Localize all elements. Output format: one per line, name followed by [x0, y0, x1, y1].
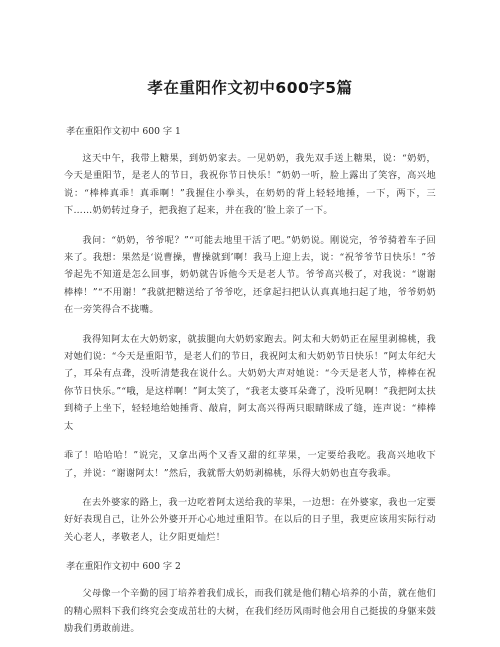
paragraph-2-1: 父母像一个辛勤的园丁培养着我们成长，而我们就是他们精心培养的小苗，就在他们的精心照料下我们终究会变成茁壮的大树，在我们经历风雨时他会用自己挺拔的身躯来鼓励我们勇敢前进。: [64, 588, 436, 634]
section-heading-2: 孝在重阳作文初中 600 字 2: [66, 561, 181, 573]
paragraph-1-1: 这天中午，我带上糖果，到奶奶家去。一见奶奶，我先双手送上糖果，说：“奶奶，今天是重阳节，是老人的节日，我祝你节日快乐！”奶奶一听，脸上露出了笑容，高兴地说：“棒棒真乖！真乖啊！”我握住小拳头，在奶奶的背上轻轻地捶，一下，两下，三下……奶奶转过身子，把我抱了起来，并在我的’脸上亲了一下。: [64, 153, 436, 217]
section-heading-1: 孝在重阳作文初中 600 字 1: [66, 126, 181, 137]
paragraph-1-3: 我得知阿太在大奶奶家，就拔腿向大奶奶家跑去。阿太和大奶奶正在屋里剥棉桃，我对她们说：“今天是重阳节，是老人们的节日，我祝阿太和大奶奶节日快乐！”阿太年纪大了，耳朵有点聋，没听清楚我在说什么。大奶奶大声对她说：“今天是老人节，棒棒在祝你节日快乐。”“哦，是这样啊！”阿太笑了，“我老太婆耳朵聋了，没听见啊！”我把阿太扶到椅子上坐下，轻轻地给她捶背、敲肩，阿太高兴得两只眼睛眯成了缝，连声说：“棒棒太: [64, 333, 436, 432]
paragraph-1-4: 在去外婆家的路上，我一边吃着阿太送给我的苹果，一边想：在外婆家，我也一定要好好表现自己，让外公外婆开开心心地过重阳节。在以后的日子里，我更应该用实际行动关心老人，孝敬老人，让夕阳更灿烂！: [64, 496, 436, 543]
paragraph-1-3-continued: 乖了！哈哈哈！”说完，又拿出两个又香又甜的红苹果，一定要给我吃。我高兴地收下了，并说：“谢谢阿太！”然后，我就帮大奶奶剥棉桃，乐得大奶奶也直夸我乖。: [64, 450, 436, 479]
document-title: 孝在重阳作文初中600字5篇: [147, 79, 353, 97]
paragraph-1-2: 我问：“奶奶，爷爷呢？”“可能去地里干活了吧。”奶奶说。刚说完，爷爷骑着车子回来了。我想：果然是‘说曹操，曹操就到’啊！我马上迎上去，说：“祝爷爷节日快乐！”爷爷起先不知道是怎么回事，奶奶就告诉他今天是老人节。爷爷高兴极了，对我说：“谢谢棒棒！”“不用谢！”我就把糖送给了爷爷吃，还拿起扫把认认真真地扫起了地，爷爷奶奶在一旁笑得合不拢嘴。: [64, 234, 436, 316]
